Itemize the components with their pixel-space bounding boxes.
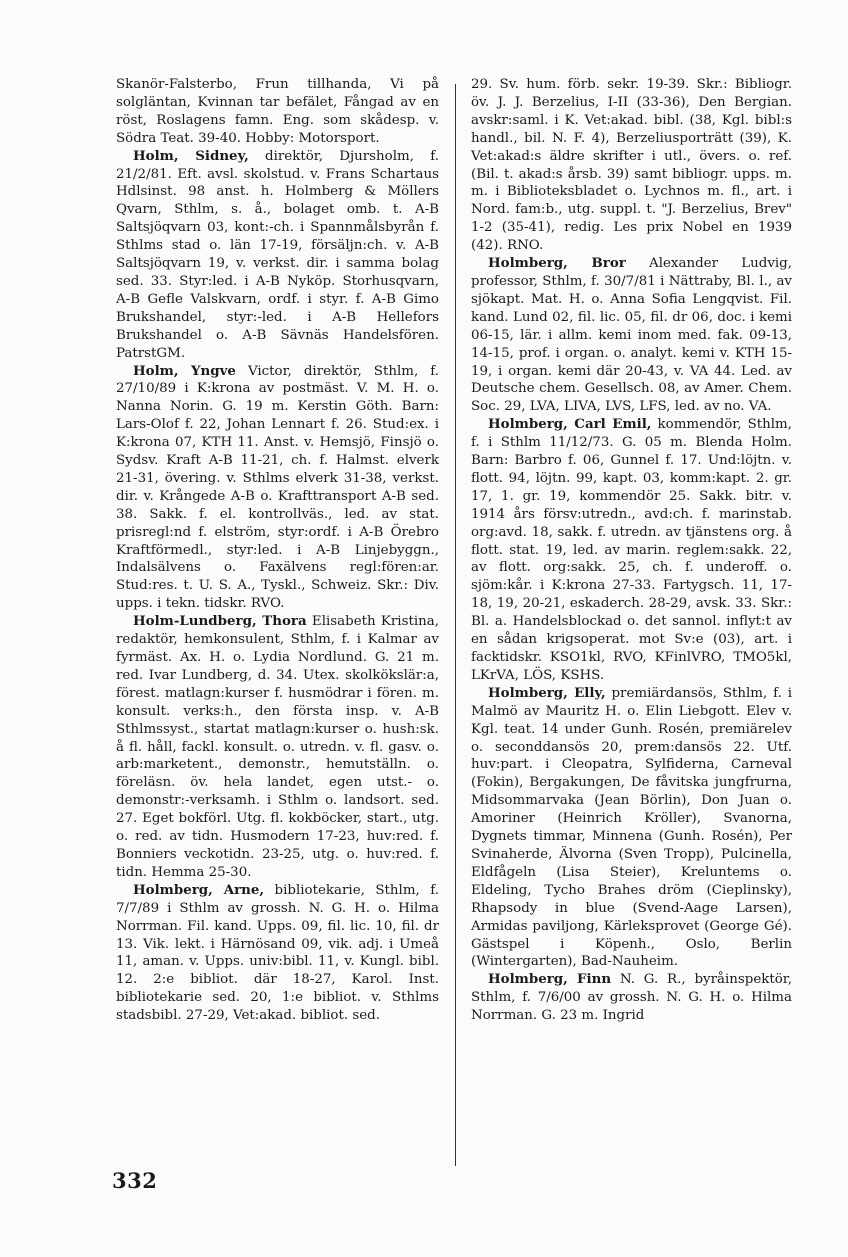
entry-text: kommendör, Sthlm, f. i Sthlm 11/12/73. G. 05 m. Blenda Holm. Barn: Barbro f. 06, Gunnel f. 17. Und:löjtn. v. flott. 94, löjtn. 99, kapt. 03, komm:kapt. 2. gr. 17, 1. gr. 19, kommendör 25. Sakk. bitr. v. 1914 års försv:utredn., avd:ch. f. marinstab. org:avd. 18, sakk. f. utredn. av tjänstens org. å flott. stat. 19, led. av marin. reglem:sakk. 22, av flott. org:sakk. 25, ch. f. underoff. o. sjöm:kår. i K:krona 27-33. Fartygsch. 11, 17-18, 19, 20-21, eskaderch. 28-29, avsk. 33. Skr.: Bl. a. Handelsblockad o. det sannol. inflyt:t av en sådan krigsoperat. mot Sv:e (03), art. i facktidskr. KSO1kl, RVO, KFinlVRO, TMO5kl, LKrVA, LÖS, KSHS. (471, 417, 792, 683)
entry (471, 76, 792, 255)
entry-name: Holmberg, Carl Emil, (488, 416, 652, 433)
entry-name: Holm-Lundberg, Thora (133, 613, 307, 630)
entry (471, 685, 792, 972)
column-divider (455, 84, 456, 1166)
entry-name: Holm, Sidney, (133, 147, 249, 164)
entry (471, 255, 792, 416)
entry-text: direktör, Djursholm, f. 21/2/81. Eft. avsl. skolstud. v. Frans Schartaus Hdlsinst. 98 anst. h. Holmberg & Möllers Qvarn, Sthlm, s. å., bolaget omb. t. A-B Saltsjöqvarn 03, kont:-ch. i Spannmålsbyrån f. Sthlms stad o. län 17-19, försäljn:ch. v. A-B Saltsjöqvarn 19, v. verkst. dir. i samma bolag sed. 33. Styr:led. i A-B Nyköp. Storhusqvarn, A-B Gefle Valskvarn, ordf. i styr. f. A-B Gimo Brukshandel, styr:-led. i A-B Hellefors Brukshandel o. A-B Sävnäs Handelsfören. PatrstGM. (116, 148, 440, 361)
entry (116, 76, 439, 148)
entry-name: Holmberg, Bror (488, 255, 626, 272)
entry-name: Holmberg, Elly, (488, 684, 606, 701)
entry (471, 416, 792, 685)
entry-name: Holm, Yngve (133, 362, 236, 379)
entry-text: bibliotekarie, Sthlm, f. 7/7/89 i Sthlm av grossh. N. G. H. o. Hilma Norrman. Fil. kand. Upps. 09, fil. lic. 10, fil. dr 13. Vik. lekt. i Härnösand 09, vik. adj. i Umeå 11, aman. v. Upps. univ:bibl. 11, v. Kungl. bibl. 12. 2:e bibliot. där 18-27, Karol. Inst. bibliotekarie sed. 20, 1:e bibliot. v. Sthlms stadsbibl. 27-29, Vet:akad. bibliot. sed. (116, 882, 439, 1024)
entry (471, 971, 792, 1025)
entry-text: Elisabeth Kristina, redaktör, hemkonsulent, Sthlm, f. i Kalmar av fyrmäst. Ax. H. o. Lydia Nordlund. G. 21 m. red. Ivar Lundberg, d. 34. Utex. skolkökslär:a, förest. matlagn:kurser f. husmödrar i fören. m. konsult. verks:h., den första insp. v. A-B Sthlmssyst., startat matlagn:kurser o. hush:sk. å fl. håll, fackl. konsult. o. utredn. v. fl. gasv. o. arb:marketent., demonstr., hemutställn. o. föreläsn. öv. hela landet, egen utst.- o. demonstr:-verksamh. i Sthlm o. landsort. sed. 27. Eget bokförl. Utg. fl. kokböcker, start., utg. o. red. av tidn. Husmodern 17-23, huv:red. f. Bonniers veckotidn. 23-25, utg. o. huv:red. f. tidn. Hemma 25-30. (116, 614, 439, 880)
entry-text: N. G. R., byråinspektör, Sthlm, f. 7/6/00 av grossh. N. G. H. o. Hilma Norrman. G. 23 m. Ingrid (471, 972, 792, 1024)
entry-text: Victor, direktör, Sthlm, f. 27/10/89 i K:krona av postmäst. V. M. H. o. Nanna Norin. G. 19 m. Kerstin Göth. Barn: Lars-Olof f. 22, Johan Lennart f. 26. Stud:ex. i K:krona 07, KTH 11. Anst. v. Hemsjö, Finsjö o. Sydsv. Kraft A-B 11-21, ch. f. Halmst. elverk 21-31, övering. v. Sthlms elverk 31-38, verkst. dir. v. Krångede A-B o. Krafttransport A-B sed. 38. Sakk. f. el. kontrollväs., led. av stat. prisregl:nd f. elström, styr:ordf. i A-B Örebro Kraftförmedl., styr:led. i A-B Linjebyggn., Indalsälvens o. Faxälvens regl:fören:ar. Stud:res. t. U. S. A., Tyskl., Schweiz. Skr.: Div. upps. i tekn. tidskr. RVO. (116, 363, 439, 612)
entry-text: Alexander Ludvig, professor, Sthlm, f. 30/7/81 i Nättraby, Bl. l., av sjökapt. Mat. H. o. Anna Sofia Lengqvist. Fil. kand. Lund 02, fil. lic. 05, fil. dr 06, doc. i kemi 06-15, lär. i allm. kemi inom med. fak. 09-13, 14-15, prof. i organ. o. analyt. kemi v. KTH 15-19, i organ. kemi där 20-43, v. VA 44. Led. av Deutsche chem. Gesellsch. 08, av Amer. Chem. Soc. 29, LVA, LIVA, LVS, LFS, led. av no. VA. (471, 256, 792, 415)
entry-text: premiärdansös, Sthlm, f. i Malmö av Mauritz H. o. Elin Liebgott. Elev v. Kgl. teat. 14 under Gunh. Rosén, premiärelev o. seconddansös 20, prem:dansös 22. Utf. huv:part. i Cleopatra, Sylfiderna, Carneval (Fokin), Bergakungen, De fåvitska jungfrurna, Midsommarvaka (Jean Börlin), Don Juan o. Amoriner (Heinrich Kröller), Svanorna, Dygnets timmar, Minnena (Gunh. Rosén), Per Svinaherde, Älvorna (Sven Tropp), Pulcinella, Eldfågeln (Lisa Steier), Kreluntems o. Eldeling, Tycho Brahes dröm (Cieplinsky), Rhapsody in blue (Svend-Aage Larsen), Armidas paviljong, Kärleksprovet (George Gé). Gästspel i Köpenh., Oslo, Berlin (Wintergarten), Bad-Nauheim. (471, 685, 792, 970)
entry (116, 148, 439, 363)
entry-text: 29. Sv. hum. förb. sekr. 19-39. Skr.: Bibliogr. öv. J. J. Berzelius, I-II (33-36), Den Bergian. avskr:saml. i K. Vet:akad. bibl. (38, Kgl. bibl:s handl., bil. N. F. 4), Berzeliusporträtt (39), K. Vet:akad:s äldre skrifter i utl., övers. o. ref. (Bil. t. akad:s årsb. 39) samt bibliogr. upps. m. m. i Biblioteksbladet o. Lychnos m. fl., art. i Nord. fam:b., utg. suppl. t. "J. Berzelius, Brev" 1-2 (35-41), redig. Les prix Nobel en 1939 (42). RNO. (471, 77, 792, 254)
entry (116, 613, 439, 882)
entry (116, 363, 439, 614)
entry-name: Holmberg, Arne, (133, 881, 265, 898)
entry-name: Holmberg, Finn (488, 971, 612, 988)
entry (116, 882, 439, 1025)
entry-text: Skanör-Falsterbo, Frun tillhanda, Vi på solgläntan, Kvinnan tar befälet, Fångad av en röst, Roslagens famn. Eng. som skådesp. v. Södra Teat. 39-40. Hobby: Motorsport. (116, 77, 439, 146)
page-number: 332 (112, 1168, 158, 1193)
right-column (471, 76, 792, 1025)
left-column (116, 76, 439, 1025)
